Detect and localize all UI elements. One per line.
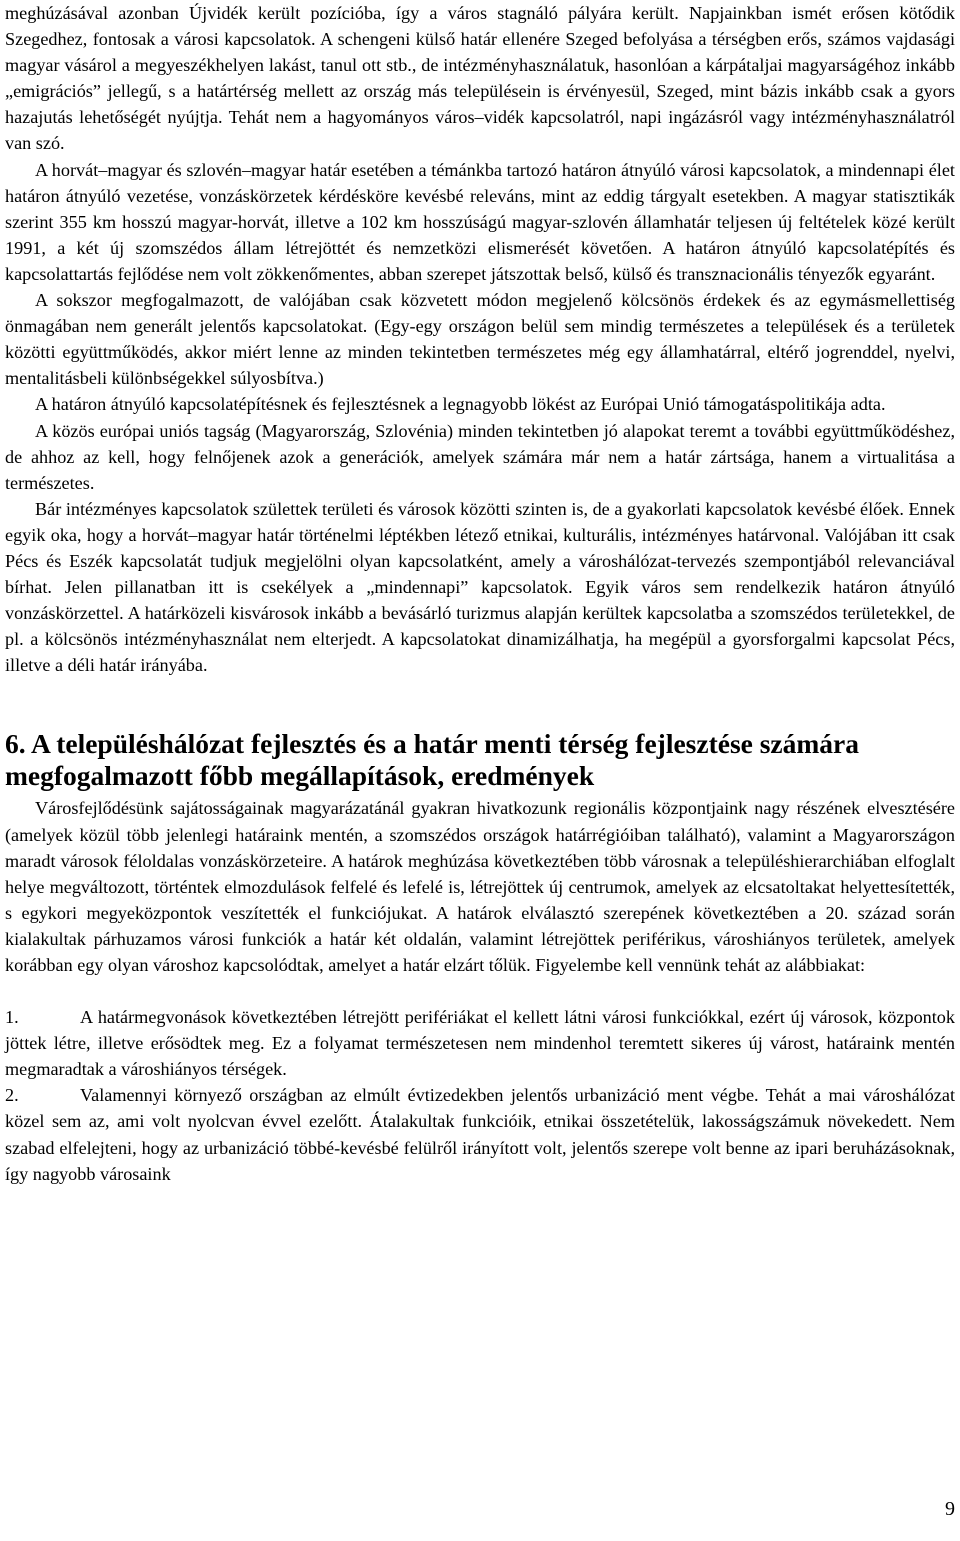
section-intro-paragraph: Városfejlődésünk sajátosságainak magyarázatánál gyakran hivatkozunk regionális központjaink nagy részének elvesztésére (amelyek közül több jelenlegi határaink mentén, a szomszédos országok határrégióiban található), valamint a Magyarországon maradt városok féloldalas vonzáskörzeteire. A határok meghúzása következtében több városnak a településhierarchiában elfoglalt helye megváltozott, történtek elmozdulások felfelé és lefelé is, létrejöttek új centrumok, amelyek az elcsatoltakat helyettesítették, s egykori megyeközpontok veszítették el funkciójukat. A határok elválasztó szerepének következtében a 20. század során kialakultak párhuzamos városi funkciók a határ két oldalán, valamint létrejöttek periférikus, városhiányos területek, amelyek korábban egy olyan városhoz kapcsolódtak, amelyet a határ elzárt tőlük. Figyelembe kell vennünk tehát az alábbiakat: — [5, 798, 955, 975]
list-item-number: 1. — [5, 1007, 19, 1028]
numbered-list-item — [5, 1082, 955, 1186]
paragraph: A horvát–magyar és szlovén–magyar határ esetében a témánkba tartozó határon átnyúló városi kapcsolatok, a mindennapi élet határon átnyúló vezetése, vonzáskörzetek kérdésköre kevésbé releváns, mint az eddig tárgyalt esetekben. A magyar statisztikák szerint 355 km hosszú magyar-horvát, illetve a 102 km hosszúságú magyar-szlovén államhatár teljesen új feltételek közé került 1991, a két új szomszédos állam létrejöttét és nemzetközi elismerését követően. A határon átnyúló kapcsolatépítés és kapcsolattartás fejlődése nem volt zökkenőmentes, abban szerepet játszottak belső, külső és transznacionális tényezők egyaránt. — [5, 159, 955, 284]
document-page — [5, 0, 955, 1187]
spacer — [5, 678, 955, 728]
paragraph: Bár intézményes kapcsolatok születtek területi és városok közötti szinten is, de a gyakorlati kapcsolatok kevésbé élőek. Ennek egyik oka, hogy a horvát–magyar határ történelmi léptékben létező etnikai, kulturális, intézményes határvonal. Valójában itt csak Pécs és Eszék kapcsolatát tudjuk megjelölni olyan kapcsolatként, amely a városhálózat-tervezés szempontjából relevanciával bírhat. Jelen pillanatban itt is csekélyek a „mindennapi” kapcsolatok. Egyik város sem rendelkezik határon átnyúló vonzáskörzettel. A határközeli kisvárosok inkább a bevásárló turizmus alapján kerültek kapcsolatba a szomszédos területekkel, de pl. a kölcsönös intézményhasználat nem elterjedt. A kapcsolatokat dinamizálhatja, ha megépül a gyorsforgalmi kapcsolat Pécs, illetve a déli határ irányába. — [5, 498, 955, 676]
paragraph: A határon átnyúló kapcsolatépítésnek és fejlesztésnek a legnagyobb lökést az Európai Unió támogatáspolitikája adta. — [35, 394, 886, 415]
paragraph: A sokszor megfogalmazott, de valójában csak közvetett módon megjelenő kölcsönös érdekek és az egymásmellettiség önmagában nem generált jelentős kapcsolatokat. (Egy-egy országon belül sem mindig természetes a települések és a területek közötti együttműködés, akkor miért lenne az minden tekintetben természetes még egy államhatárral, eltérő jogrenddel, nyelvi, mentalitásbeli különbségekkel súlyosbítva.) — [5, 290, 955, 389]
section-heading: 6. A településhálózat fejlesztés és a határ menti térség fejlesztése számára megfogalmazott főbb megállapítások, eredmények — [5, 728, 860, 792]
numbered-list-item — [5, 1004, 955, 1082]
list-item-text: Valamennyi környező országban az elmúlt évtizedekben jelentős urbanizáció ment végbe. Tehát a mai városhálózat közel sem az, ami volt nyolcvan évvel ezelőtt. Átalakultak funkcióik, etnikai összetételük, lakosságszámuk növekedett. Nem szabad elfelejteni, hogy az urbanizáció többé-kevésbé felülről irányított volt, jelentős szerepe volt benne az ipari beruházásoknak, így nagyobb városaink — [5, 1085, 955, 1184]
paragraph: meghúzásával azonban Újvidék került pozícióba, így a város stagnáló pályára került. Napjainkban ismét erősen kötődik Szegedhez, fontosak a városi kapcsolatok. A schengeni külső határ ellenére Szeged befolyása a térségben erős, számos vajdasági magyar vásárol a megyeszékhelyen lakást, tanul ott stb., de intézményhasználatuk, hasonlóan a kárpátaljai magyarságéhoz inkább „emigrációs” jellegű, s a határtérség mellett az ország más településein is érvényesül, Szeged, mint bázis inkább csak a gyors hazajutás lehetőségét nyújtja. Tehát nem a hagyományos város–vidék kapcsolatról, napi ingázásról vagy intézményhasználatról van szó. — [5, 3, 955, 154]
paragraph: A közös európai uniós tagság (Magyarország, Szlovénia) minden tekintetben jó alapokat teremt a további együttműködéshez, de ahhoz az kell, hogy felnőjenek azok a generációk, amelyek számára már nem a határ zártsága, hanem a virtualitása a természetes. — [5, 420, 955, 493]
list-item-number: 2. — [5, 1085, 19, 1106]
page-number: 9 — [945, 1498, 955, 1520]
spacer — [5, 978, 955, 1004]
list-item-text: A határmegvonások következtében létrejött perifériákat el kellett látni városi funkciókkal, ezért új városok, központok jöttek létre, illetve erősödtek meg. Ez a folyamat természetesen nem mindenhol teremtett sikeres új várost, határaink mentén megmaradtak a városhiányos térségek. — [5, 1007, 955, 1080]
